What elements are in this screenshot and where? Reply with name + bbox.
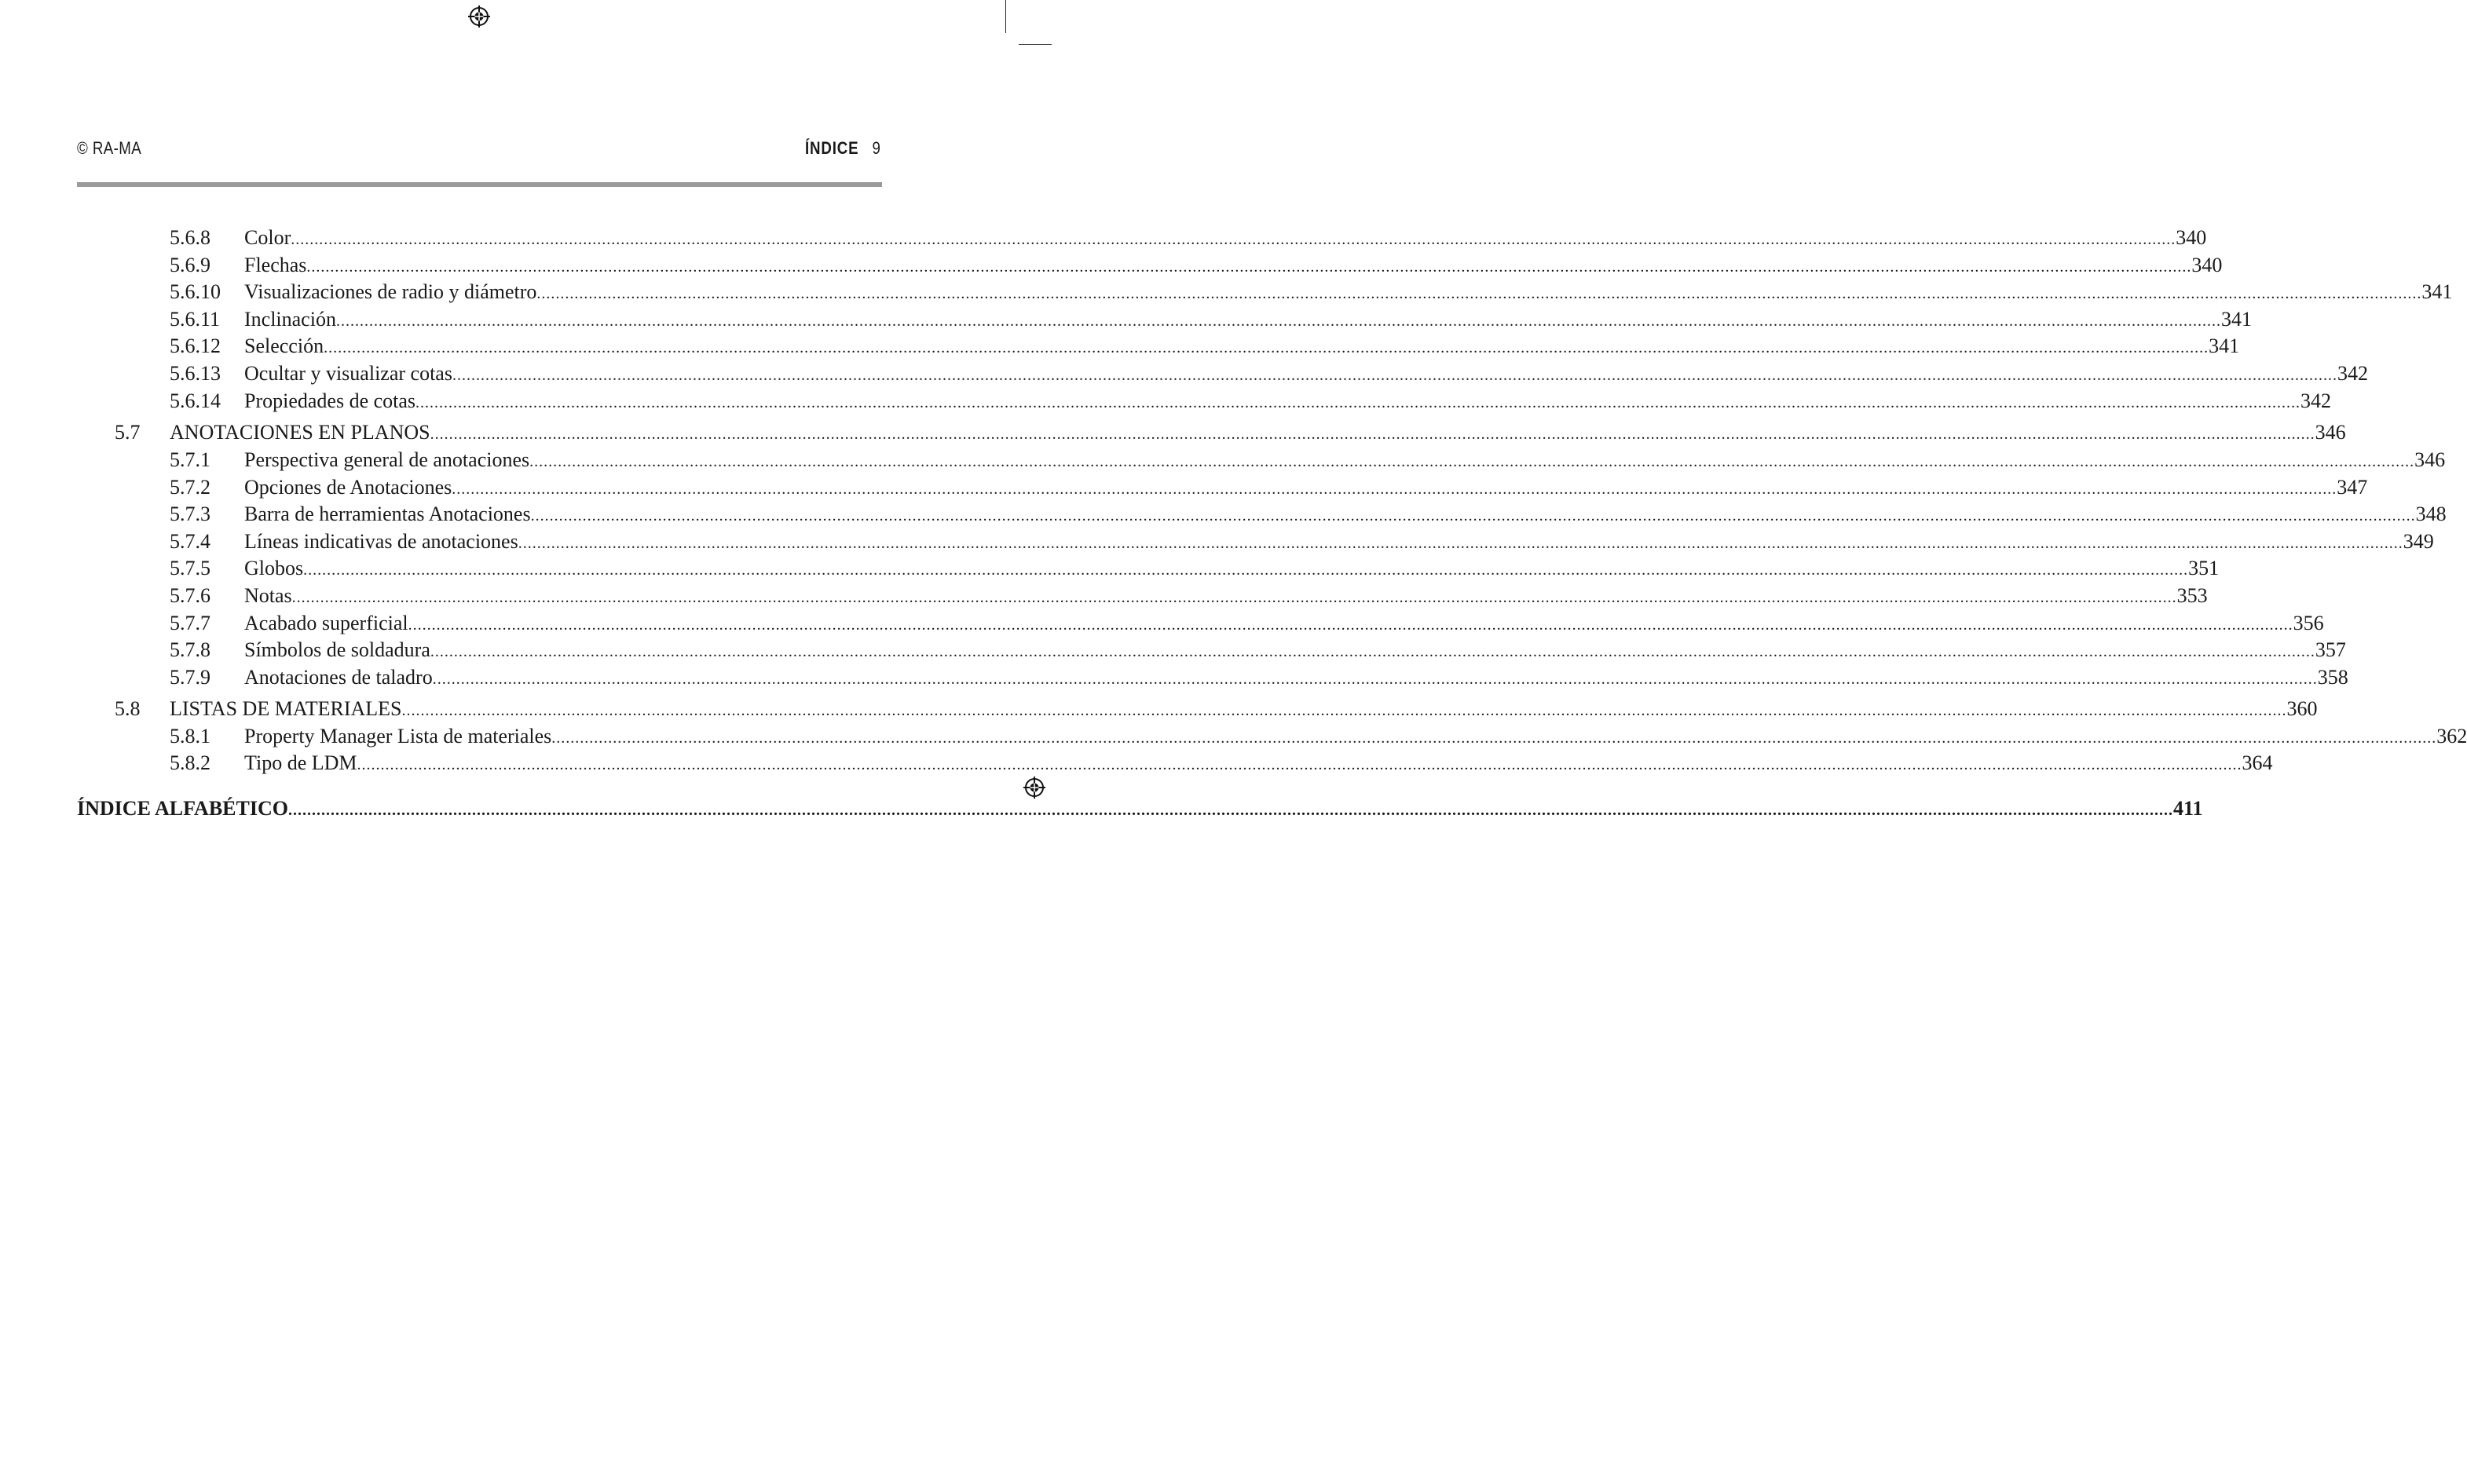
toc-entry-title: Property Manager Lista de materiales: [244, 723, 551, 750]
toc-entry-number: 5.6.14: [170, 389, 221, 412]
toc-entry: [77, 723, 2467, 750]
toc-entry-number: 5.7.9: [170, 666, 210, 689]
dot-leader: ................................................................................................................................................................................................................................................................................................................................................................................................................: [306, 258, 2192, 276]
dot-leader: ................................................................................................................................................................................................................................................................................................................................................................................................................: [357, 756, 2242, 773]
toc-entry-page: 411: [2172, 797, 2203, 820]
toc-entry-page: 351: [2188, 557, 2220, 579]
toc-entry-page: 349: [2403, 530, 2434, 553]
toc-entry-number: 5.6.13: [170, 362, 221, 385]
toc-entry-page: 364: [2242, 751, 2273, 774]
toc-entry-page: 353: [2176, 584, 2208, 607]
toc-entry: [77, 501, 2447, 528]
toc-entry-number: 5.6.11: [170, 308, 221, 331]
dot-leader: ................................................................................................................................................................................................................................................................................................................................................................................................................: [335, 313, 2221, 330]
toc-entry: [77, 419, 2346, 446]
toc-entry-title: Barra de herramientas Anotaciones: [244, 501, 531, 528]
header-right: [805, 138, 880, 159]
toc-entry-line: [244, 637, 2346, 665]
dot-leader: ................................................................................................................................................................................................................................................................................................................................................................................................................: [291, 231, 2176, 248]
toc-entry-title: Acabado superficial: [244, 610, 408, 637]
toc-entry-number: 5.8.1: [170, 725, 210, 747]
toc-entry-title: Ocultar y visualizar cotas: [244, 360, 452, 387]
running-header: [77, 133, 880, 162]
toc-entry-number: 5.6.10: [170, 280, 221, 303]
toc-entry-title: LISTAS DE MATERIALES: [170, 696, 401, 722]
toc-entry: [77, 664, 2348, 691]
toc-entry-line: [244, 750, 2273, 778]
toc-entry: [77, 333, 2240, 360]
toc-entry-title: Globos: [244, 555, 303, 582]
crop-mark-vertical: [1005, 0, 1006, 33]
toc-entry-line: [244, 664, 2348, 693]
toc-entry-line: [244, 555, 2220, 583]
dot-leader: ................................................................................................................................................................................................................................................................................................................................................................................................................: [529, 453, 2415, 470]
registration-mark-icon: [1023, 776, 1046, 799]
toc-entry-page: 346: [2414, 448, 2446, 471]
toc-entry-number: 5.7.1: [170, 448, 210, 471]
toc-entry: [77, 360, 2368, 387]
dot-leader: ................................................................................................................................................................................................................................................................................................................................................................................................................: [324, 339, 2209, 356]
dot-leader: ................................................................................................................................................................................................................................................................................................................................................................................................................: [452, 481, 2337, 498]
toc-entry-number: 5.7.7: [170, 612, 210, 634]
toc-entry-line: [244, 333, 2240, 361]
toc-entry-number: 5.6.12: [170, 334, 221, 357]
toc-entry-page: 341: [2220, 308, 2252, 331]
toc-entry-line: [244, 447, 2446, 475]
toc-entry-number: 5.6.8: [170, 226, 210, 249]
toc-entry-page: 347: [2337, 476, 2368, 499]
toc-entry-number: 5.7.3: [170, 503, 210, 525]
dot-leader: ................................................................................................................................................................................................................................................................................................................................................................................................................: [415, 394, 2301, 411]
toc-entry-page: 356: [2293, 612, 2324, 634]
toc-entry-number: 5.8: [115, 697, 141, 720]
dot-leader: ................................................................................................................................................................................................................................................................................................................................................................................................................: [430, 643, 2315, 660]
toc-entry-number: 5.7.2: [170, 476, 210, 499]
toc-entry-number: 5.6.9: [170, 254, 210, 276]
toc-entry-title: Tipo de LDM: [244, 750, 357, 777]
toc-entry-page: 348: [2415, 503, 2447, 525]
toc-entry-title: Visualizaciones de radio y diámetro: [244, 279, 536, 305]
toc-entry-number: 5.7.4: [170, 530, 210, 553]
toc-entry-title: Inclinación: [244, 306, 336, 333]
toc-entry-line: [244, 583, 2208, 611]
toc-entry-line: [244, 306, 2252, 334]
toc-entry-title: Notas: [244, 583, 292, 609]
toc-entry-number: 5.7.8: [170, 638, 210, 661]
toc-entry-page: 357: [2315, 638, 2346, 661]
toc-entry-page: 341: [2209, 334, 2240, 357]
toc-entry-page: 341: [2421, 280, 2453, 303]
toc-entry-title: Perspectiva general de anotaciones: [244, 447, 529, 473]
dot-leader: ................................................................................................................................................................................................................................................................................................................................................................................................................: [518, 535, 2403, 552]
toc-entry: [77, 447, 2446, 473]
toc-entry-page: 340: [2191, 254, 2223, 276]
toc-entry-line: [244, 225, 2207, 253]
toc-entry-line: [244, 388, 2332, 416]
toc-entry-number: 5.7.5: [170, 557, 210, 579]
dot-leader: ................................................................................................................................................................................................................................................................................................................................................................................................................: [303, 561, 2189, 579]
dot-leader: ................................................................................................................................................................................................................................................................................................................................................................................................................: [432, 671, 2318, 688]
section-title: ÍNDICE: [805, 138, 859, 158]
toc-entry-line: [244, 501, 2447, 529]
dot-leader: ................................................................................................................................................................................................................................................................................................................................................................................................................: [551, 729, 2437, 747]
toc-entry-title: Color: [244, 225, 291, 251]
toc-entry-line: [244, 723, 2467, 751]
toc-entry-page: 342: [2300, 389, 2332, 412]
toc-entry-page: 342: [2337, 362, 2368, 385]
toc-entry-line: [244, 360, 2368, 389]
toc-entry: [77, 750, 2273, 777]
toc-entry-page: 346: [2315, 421, 2346, 444]
toc-entry-line: [170, 419, 2346, 448]
toc-entry-title: ANOTACIONES EN PLANOS: [170, 419, 430, 446]
toc-entry-number: 5.7: [115, 421, 141, 444]
dot-leader: ................................................................................................................................................................................................................................................................................................................................................................................................................: [287, 802, 2173, 819]
toc-entry-title: Selección: [244, 333, 324, 360]
toc-entry-page: 360: [2286, 697, 2318, 720]
toc-entry-line: [77, 795, 2203, 824]
toc-entry-page: 340: [2176, 226, 2207, 249]
toc-entry-title: Anotaciones de taladro: [244, 664, 433, 691]
toc-entry: [77, 637, 2346, 663]
toc-entry: [77, 528, 2434, 555]
toc-entry-title: ÍNDICE ALFABÉTICO: [77, 795, 288, 822]
toc-entry-line: [244, 610, 2324, 638]
toc-entry: [77, 795, 2203, 822]
toc-entry-title: Opciones de Anotaciones: [244, 474, 452, 501]
toc-entry-line: [244, 528, 2434, 557]
toc-entry: [77, 388, 2332, 415]
toc-entry: [77, 225, 2207, 251]
toc-entry-line: [244, 252, 2223, 280]
toc-entry: [77, 279, 2453, 305]
toc-entry-line: [244, 474, 2368, 503]
toc-entry: [77, 474, 2368, 501]
toc-entry-title: Líneas indicativas de anotaciones: [244, 528, 518, 555]
dot-leader: ................................................................................................................................................................................................................................................................................................................................................................................................................: [430, 426, 2315, 443]
toc-entry-title: Flechas: [244, 252, 306, 279]
dot-leader: ................................................................................................................................................................................................................................................................................................................................................................................................................: [408, 616, 2293, 634]
toc-entry-title: Símbolos de soldadura: [244, 637, 430, 663]
toc-entry-page: 358: [2317, 666, 2348, 689]
dot-leader: ................................................................................................................................................................................................................................................................................................................................................................................................................: [452, 367, 2337, 384]
toc-entry-page: 362: [2436, 725, 2467, 747]
toc-entry-number: 5.8.2: [170, 751, 210, 774]
toc-entry-title: Propiedades de cotas: [244, 388, 415, 415]
toc-entry-line: [170, 696, 2318, 724]
toc-entry: [77, 306, 2252, 333]
toc-entry: [77, 555, 2220, 582]
dot-leader: ................................................................................................................................................................................................................................................................................................................................................................................................................: [291, 589, 2177, 606]
dot-leader: ................................................................................................................................................................................................................................................................................................................................................................................................................: [530, 507, 2416, 525]
toc-entry-line: [244, 279, 2453, 307]
toc-entry: [77, 610, 2324, 637]
dot-leader: ................................................................................................................................................................................................................................................................................................................................................................................................................: [401, 702, 2287, 719]
page-number: 9: [872, 138, 880, 158]
dot-leader: ................................................................................................................................................................................................................................................................................................................................................................................................................: [536, 285, 2422, 302]
toc-entry: [77, 583, 2208, 609]
toc-entry: [77, 696, 2318, 722]
toc-entry: [77, 252, 2223, 279]
publisher-label: © RA-MA: [77, 138, 142, 158]
header-rule: [77, 182, 882, 187]
crop-mark-horizontal: [1019, 44, 1052, 45]
registration-mark-icon: [467, 5, 491, 28]
toc-entry-number: 5.7.6: [170, 584, 210, 607]
